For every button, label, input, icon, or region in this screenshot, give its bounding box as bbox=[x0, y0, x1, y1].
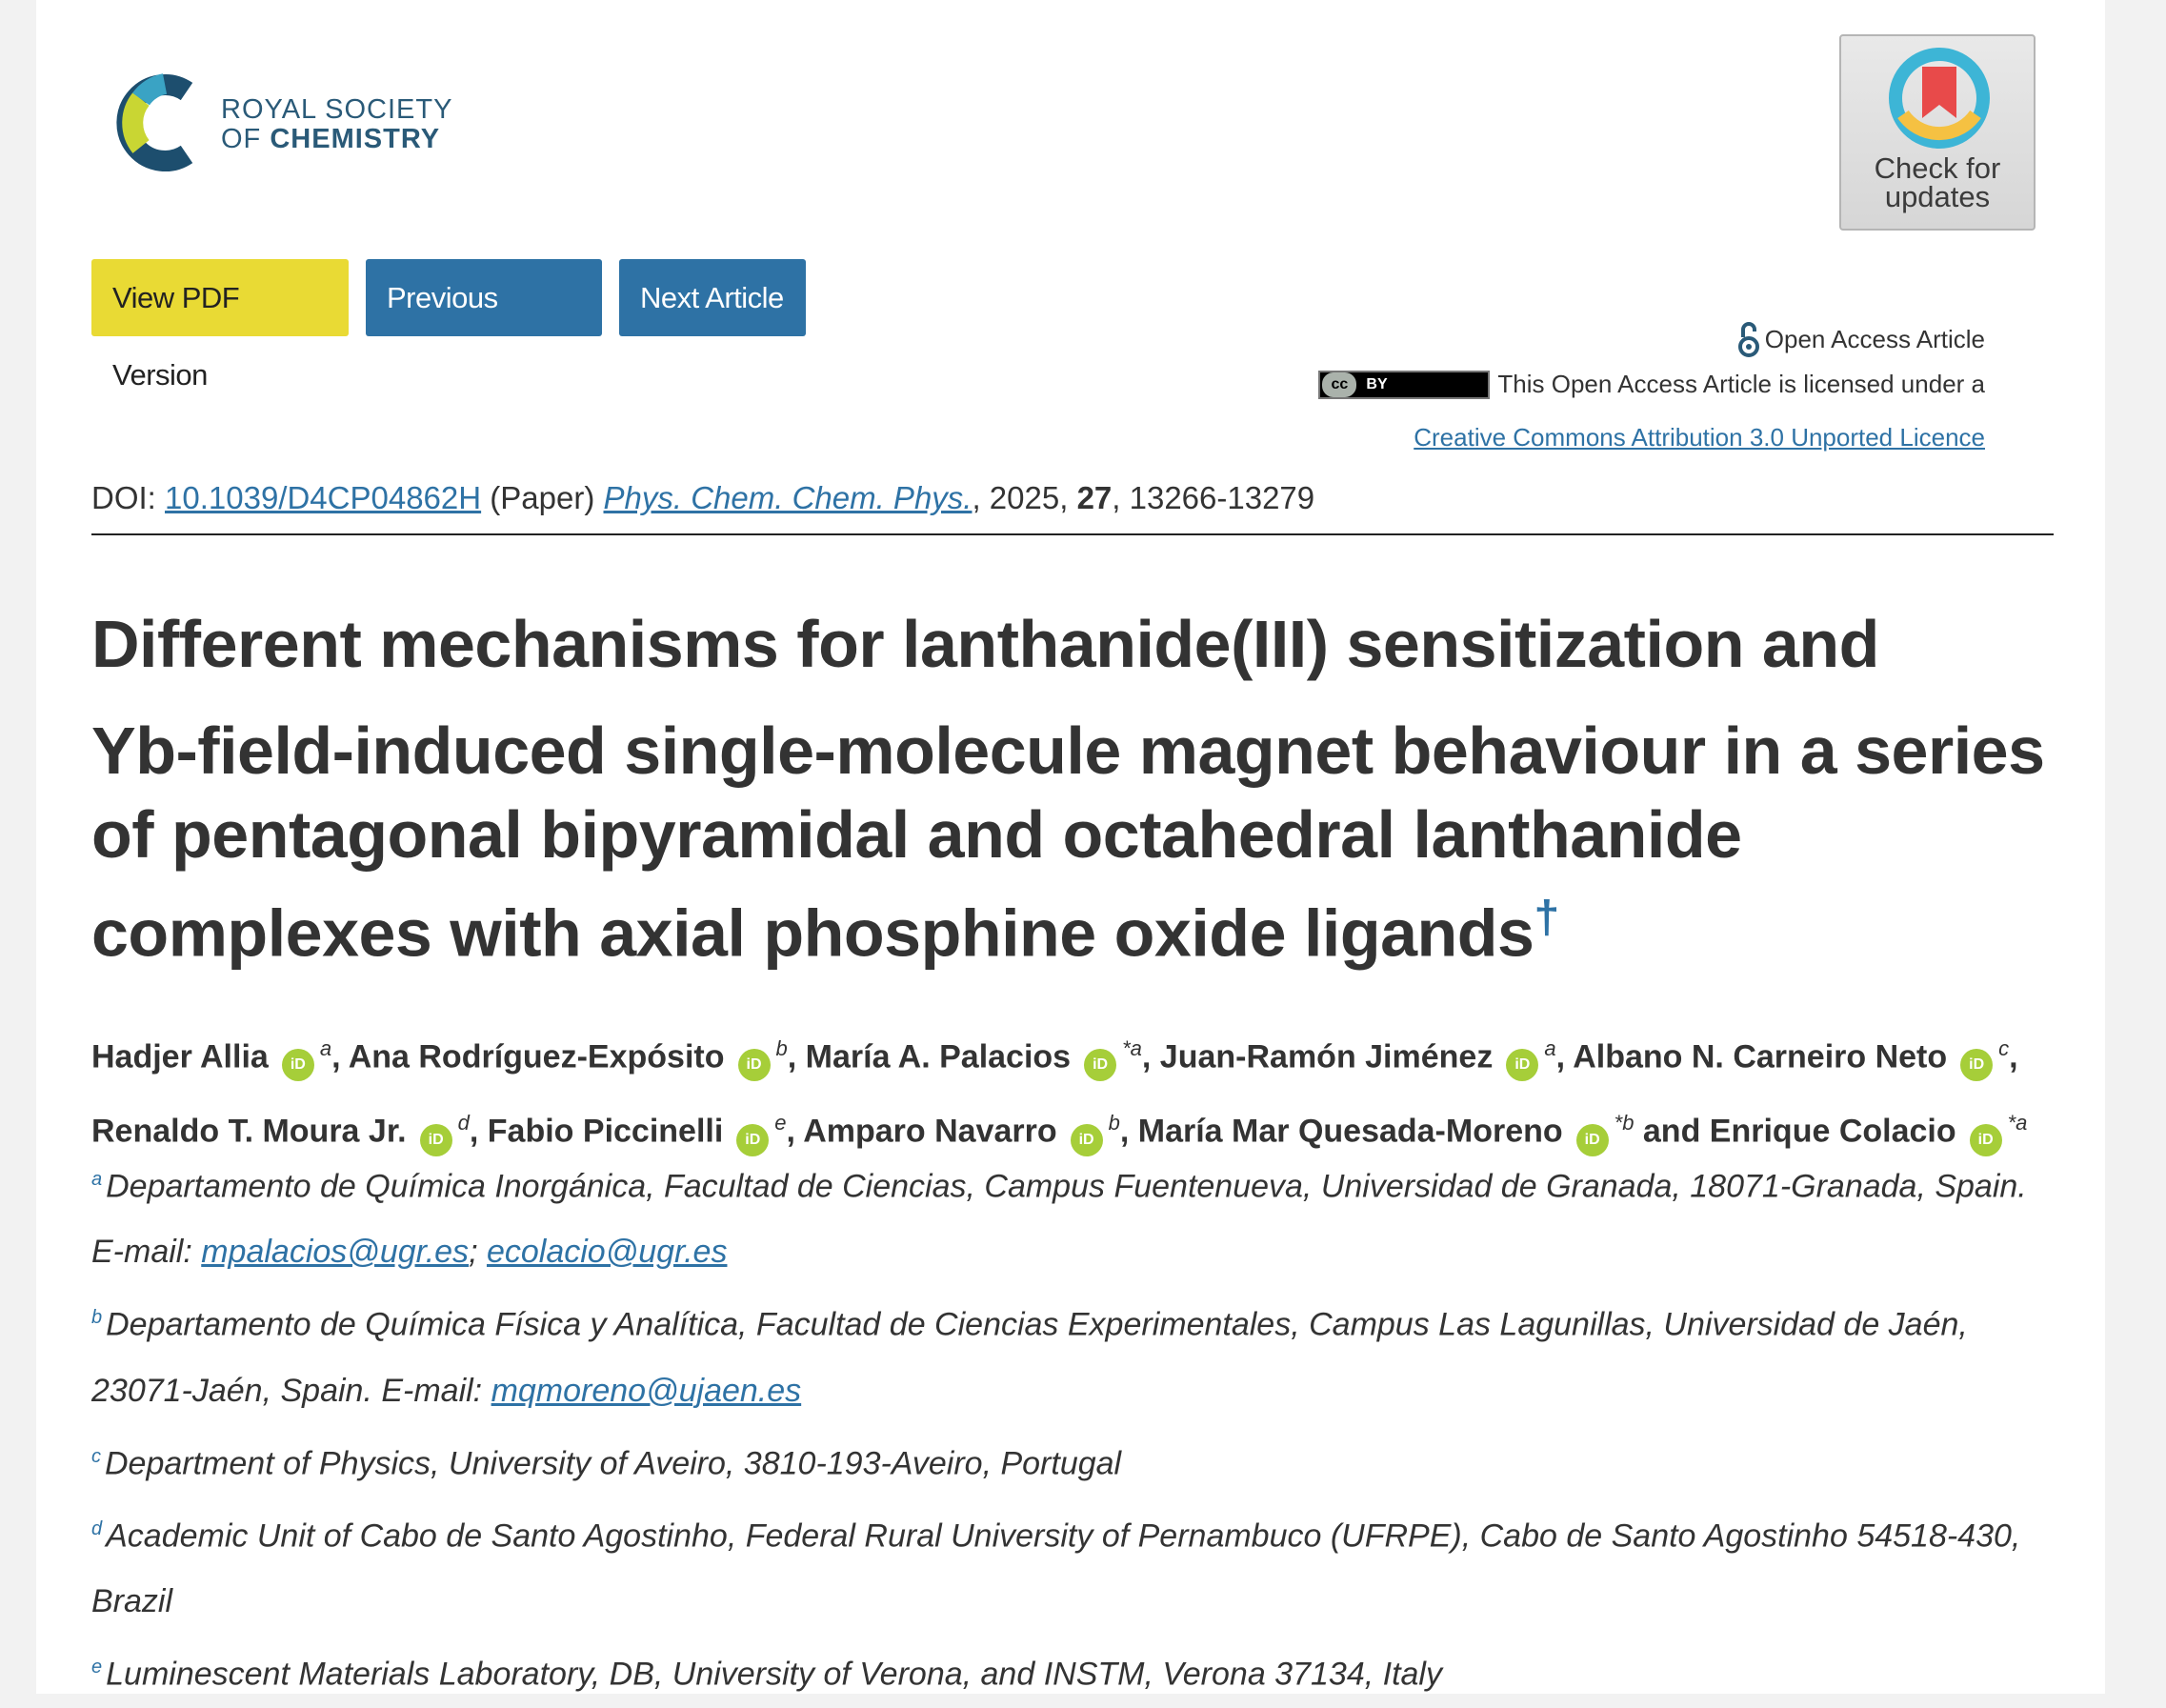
author-affiliation-sup: b bbox=[1108, 1111, 1120, 1135]
orcid-icon[interactable]: iD bbox=[1960, 1049, 1993, 1081]
author-name[interactable]: Amparo Navarro bbox=[803, 1113, 1057, 1150]
author-name[interactable]: Hadjer Allia bbox=[91, 1038, 269, 1075]
rsc-logo[interactable] bbox=[112, 70, 474, 175]
email-link-ecolacio[interactable]: ecolacio@ugr.es bbox=[486, 1234, 728, 1271]
affiliation-d bbox=[91, 1497, 2073, 1569]
divider bbox=[91, 533, 2054, 535]
footnote-dagger-link[interactable]: † bbox=[1534, 893, 1559, 943]
author-name[interactable]: Ana Rodríguez-Expósito bbox=[348, 1038, 725, 1075]
affiliation-a-text: Departamento de Química Inorgánica, Facultad de Ciencias, Campus Fuentenueva, Universidad de Granada, 18071-Granada, Spain. bbox=[106, 1168, 2027, 1205]
orcid-icon[interactable]: iD bbox=[738, 1049, 771, 1081]
author-separator: , bbox=[786, 1113, 804, 1150]
check-for-updates-label bbox=[1841, 151, 2034, 213]
author-affiliation-sup: *a bbox=[1122, 1036, 1142, 1060]
title-line2: Yb-field-induced single-molecule magnet behaviour in a series of pentagonal bipyramidal and octahedral lanthanide complexes with axial phosphine oxide ligands bbox=[91, 713, 2045, 971]
cc-icon: cc bbox=[1322, 372, 1356, 397]
author-affiliation-sup: a bbox=[319, 1036, 332, 1060]
affiliation-d-text2: Brazil bbox=[91, 1583, 173, 1620]
email-label: E-mail: bbox=[91, 1234, 202, 1271]
previous-article-button[interactable]: Previous Article bbox=[366, 259, 602, 336]
author-affiliation-sup: a bbox=[1544, 1036, 1556, 1060]
email-link-mpalacios[interactable]: mpalacios@ugr.es bbox=[201, 1234, 470, 1271]
rsc-logo-icon bbox=[112, 70, 217, 175]
orcid-icon[interactable]: iD bbox=[282, 1049, 314, 1081]
author-name[interactable]: María Mar Quesada-Moreno bbox=[1137, 1113, 1563, 1150]
check-for-updates-badge[interactable] bbox=[1839, 34, 2036, 231]
author-name[interactable]: Albano N. Carneiro Neto bbox=[1573, 1038, 1948, 1075]
author-affiliation-sup: *a bbox=[2007, 1111, 2028, 1135]
orcid-icon[interactable]: iD bbox=[736, 1124, 769, 1156]
affiliation-b-text: Departamento de Química Física y Analítica, Facultad de Ciencias Experimentales, Campus Las Lagunillas, Universidad de Jaén, bbox=[106, 1306, 1968, 1343]
doi-label: DOI: bbox=[91, 480, 166, 515]
author-separator: , bbox=[469, 1113, 488, 1150]
article-page bbox=[36, 0, 2105, 1694]
license-row bbox=[1318, 370, 1985, 399]
open-access-icon bbox=[1736, 320, 1761, 358]
affiliation-d-text: Academic Unit of Cabo de Santo Agostinho, Federal Rural University of Pernambuco (UFRPE), Cabo de Santo Agostinho 54518-430, bbox=[106, 1517, 2021, 1555]
author-name[interactable]: Fabio Piccinelli bbox=[487, 1113, 724, 1150]
license-link[interactable]: Creative Commons Attribution 3.0 Unported Licence bbox=[1414, 423, 1985, 452]
author-separator: , bbox=[787, 1038, 806, 1075]
author-affiliation-sup: c bbox=[1998, 1036, 2010, 1060]
author-separator: , bbox=[2009, 1038, 2018, 1075]
open-access-text: Open Access Article bbox=[1764, 324, 1985, 353]
affiliation-a-label: a bbox=[91, 1169, 103, 1190]
view-pdf-button[interactable]: View PDF Version bbox=[91, 259, 349, 336]
citation-pages: , 13266-13279 bbox=[1112, 480, 1315, 515]
author-separator: , bbox=[1555, 1038, 1574, 1075]
title-line1: Different mechanisms for lanthanide(III) sensitization and bbox=[91, 607, 1879, 681]
author-separator: and bbox=[1634, 1113, 1710, 1150]
author-name[interactable]: María A. Palacios bbox=[805, 1038, 1072, 1075]
affiliation-d-label: d bbox=[91, 1517, 103, 1539]
affiliation-e-label: e bbox=[91, 1657, 103, 1678]
email-separator: ; bbox=[469, 1234, 487, 1271]
affiliation-c-label: c bbox=[91, 1445, 101, 1467]
affiliation-e bbox=[91, 1635, 2073, 1707]
affiliation-c-text: Department of Physics, University of Aveiro, 3810-193-Aveiro, Portugal bbox=[105, 1444, 1122, 1481]
affiliations bbox=[91, 1147, 2073, 1708]
affiliation-c bbox=[91, 1424, 2073, 1497]
email-link-mqmoreno[interactable]: mqmoreno@ujaen.es bbox=[491, 1372, 802, 1409]
check-for-updates-line1: Check for bbox=[1874, 151, 2001, 185]
cc-by-badge[interactable] bbox=[1318, 371, 1490, 399]
logo-line1: ROYAL SOCIETY bbox=[221, 94, 453, 125]
affiliation-b-text2: 23071-Jaén, Spain. E-mail: bbox=[91, 1372, 491, 1409]
affiliation-b-cont bbox=[91, 1358, 2073, 1424]
affiliation-a bbox=[91, 1147, 2073, 1219]
author-list bbox=[91, 1015, 2073, 1165]
logo-line2 bbox=[221, 125, 452, 154]
crossmark-icon bbox=[1887, 46, 1992, 151]
author-affiliation-sup: e bbox=[774, 1111, 787, 1135]
logo-wordmark bbox=[221, 95, 452, 154]
by-label: BY bbox=[1366, 375, 1388, 392]
orcid-icon[interactable]: iD bbox=[1084, 1049, 1116, 1081]
article-type: (Paper) bbox=[490, 480, 595, 515]
citation-volume: 27 bbox=[1076, 480, 1113, 515]
open-access-label bbox=[1736, 320, 1985, 358]
next-article-button[interactable]: Next Article bbox=[619, 259, 806, 336]
logo-line2-prefix: OF bbox=[221, 124, 271, 154]
citation-year: , 2025, bbox=[972, 480, 1077, 515]
author-name[interactable]: Enrique Colacio bbox=[1709, 1113, 1956, 1150]
affiliation-b-label: b bbox=[91, 1307, 103, 1329]
author-affiliation-sup: *b bbox=[1614, 1111, 1635, 1135]
author-separator: , bbox=[1119, 1113, 1138, 1150]
author-separator: , bbox=[331, 1038, 349, 1075]
author-name[interactable]: Juan-Ramón Jiménez bbox=[1159, 1038, 1494, 1075]
orcid-icon[interactable]: iD bbox=[1071, 1124, 1103, 1156]
orcid-icon[interactable]: iD bbox=[1506, 1049, 1538, 1081]
author-affiliation-sup: b bbox=[775, 1036, 788, 1060]
check-for-updates-line2: updates bbox=[1884, 180, 1991, 213]
orcid-icon[interactable]: iD bbox=[1970, 1124, 2002, 1156]
doi-link[interactable]: 10.1039/D4CP04862H bbox=[165, 480, 482, 515]
license-text: This Open Access Article is licensed under a bbox=[1497, 370, 1985, 398]
affiliation-b bbox=[91, 1285, 2073, 1357]
affiliation-d-cont bbox=[91, 1569, 2073, 1635]
author-affiliation-sup: d bbox=[457, 1111, 470, 1135]
affiliation-e-text: Luminescent Materials Laboratory, DB, University of Verona, and INSTM, Verona 37134, Italy bbox=[106, 1656, 1442, 1693]
article-title bbox=[91, 602, 2073, 975]
citation-line bbox=[91, 480, 1314, 516]
affiliation-a-emails bbox=[91, 1219, 2073, 1285]
journal-link[interactable]: Phys. Chem. Chem. Phys. bbox=[603, 480, 973, 515]
author-separator: , bbox=[1141, 1038, 1160, 1075]
logo-line2-bold: CHEMISTRY bbox=[270, 124, 441, 154]
orcid-icon[interactable]: iD bbox=[1576, 1124, 1609, 1156]
author-name[interactable]: Renaldo T. Moura Jr. bbox=[91, 1113, 407, 1150]
orcid-icon[interactable]: iD bbox=[420, 1124, 452, 1156]
